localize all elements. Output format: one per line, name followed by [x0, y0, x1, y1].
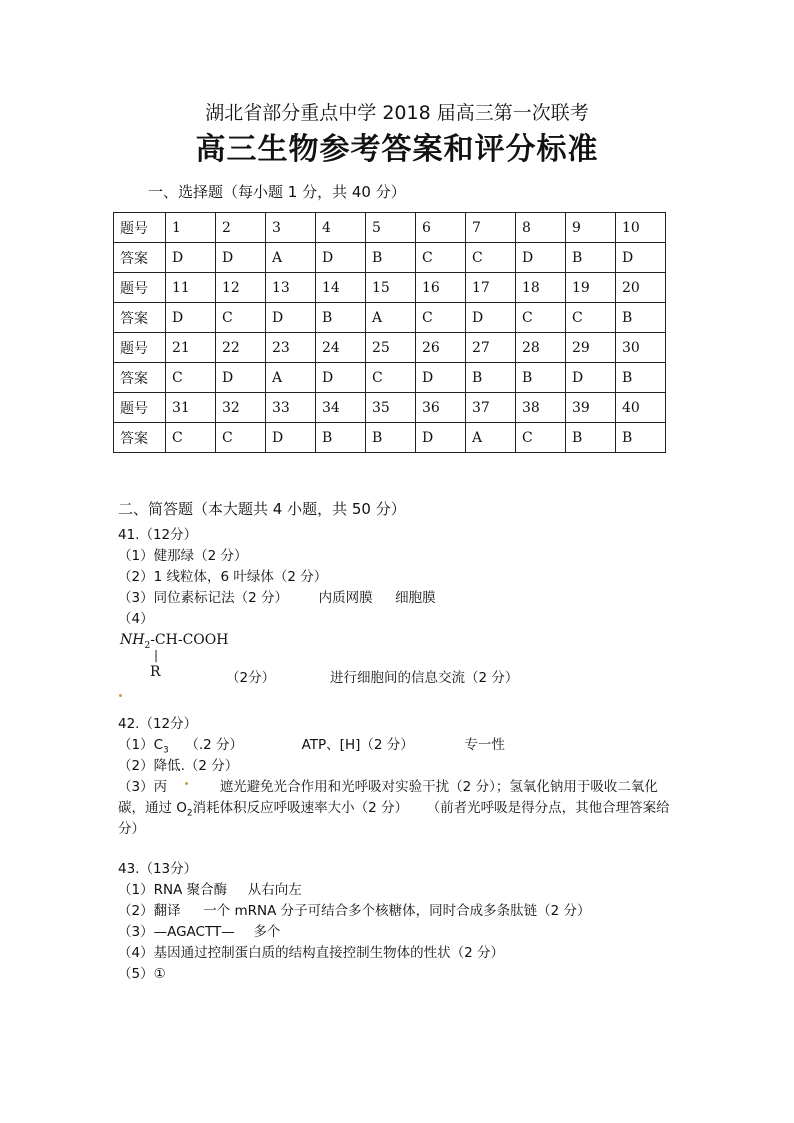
question-number-row [114, 333, 666, 363]
q41-answer-3-method: （3）同位素标记法（2 分） [118, 590, 288, 606]
question-number-cell: 7 [466, 213, 516, 243]
question-number-cell: 6 [416, 213, 466, 243]
question-number-cell: 31 [166, 393, 216, 423]
question-number-row [114, 393, 666, 423]
q42-answer-3-note: （前者光呼吸是得分点，其他合理答案给 [426, 800, 670, 816]
question-number-cell: 29 [566, 333, 616, 363]
q41-answer-4: （4） [118, 611, 154, 627]
q42-answer-1-atp: ATP、[H]（2 分） [301, 737, 414, 753]
answer-cell: B [616, 423, 666, 453]
answer-cell: C [466, 243, 516, 273]
answer-cell: A [266, 363, 316, 393]
answer-cell: B [566, 423, 616, 453]
q42-answer-1-c: （1）C [118, 737, 164, 753]
answer-cell: D [266, 423, 316, 453]
question-number-cell: 16 [416, 273, 466, 303]
q43-answer-3-b: 多个 [253, 924, 281, 940]
question-number-cell: 10 [616, 213, 666, 243]
question-number-cell: 1 [166, 213, 216, 243]
question-number-cell: 40 [616, 393, 666, 423]
answer-cell: D [516, 243, 566, 273]
answer-cell: D [466, 303, 516, 333]
answer-cell: D [416, 363, 466, 393]
question-number-cell: 28 [516, 333, 566, 363]
answer-cell: B [566, 243, 616, 273]
answer-cell: D [166, 303, 216, 333]
question-number-cell: 22 [216, 333, 266, 363]
answer-cell: C [416, 243, 466, 273]
q42-answer-1-sub: 3 [163, 745, 169, 756]
answer-cell: D [166, 243, 216, 273]
question-number-cell: 8 [516, 213, 566, 243]
answer-cell: D [616, 243, 666, 273]
question-number-cell: 32 [216, 393, 266, 423]
answer-cell: C [166, 363, 216, 393]
q43-answer-4: （4）基因通过控制蛋白质的结构直接控制生物体的性状（2 分） [118, 945, 504, 961]
q42-answer-2: （2）降低.（2 分） [118, 758, 239, 774]
question-number-cell: 37 [466, 393, 516, 423]
answer-row-label: 答案 [114, 423, 166, 453]
question-number-cell: 38 [516, 393, 566, 423]
question-number-row-label: 题号 [114, 333, 166, 363]
answer-row [114, 363, 666, 393]
question-number-cell: 30 [616, 333, 666, 363]
question-number-row [114, 213, 666, 243]
amino-acid-formula [120, 632, 228, 651]
answer-cell: C [516, 303, 566, 333]
q41-title: 41.（12分） [118, 527, 198, 543]
q42-answer-3-b: 遮光避免光合作用和光呼吸对实验干扰（2 分）；氢氧化钠用于吸收二氧化 [219, 779, 658, 795]
question-number-cell: 24 [316, 333, 366, 363]
question-number-cell: 27 [466, 333, 516, 363]
answer-cell: C [216, 423, 266, 453]
answer-row [114, 243, 666, 273]
answer-cell: A [266, 243, 316, 273]
answer-cell: D [216, 363, 266, 393]
q41-formula-score: （2分） [226, 670, 276, 686]
answer-cell: D [316, 363, 366, 393]
answer-cell: D [416, 423, 466, 453]
question-number-cell: 4 [316, 213, 366, 243]
question-number-cell: 19 [566, 273, 616, 303]
question-number-cell: 13 [266, 273, 316, 303]
q42-answer-3-cont [118, 796, 670, 819]
question-number-cell: 26 [416, 333, 466, 363]
q42-answer-3-d: 消耗体积反应呼吸速率大小（2 分） [192, 800, 409, 816]
question-number-cell: 15 [366, 273, 416, 303]
q41-answer-3-membrane-b: 细胞膜 [395, 590, 436, 606]
answer-row [114, 303, 666, 333]
question-number-row-label: 题号 [114, 273, 166, 303]
question-number-row-label: 题号 [114, 393, 166, 423]
q43-answer-2 [118, 899, 591, 919]
answer-cell: D [266, 303, 316, 333]
question-number-cell: 12 [216, 273, 266, 303]
question-number-cell: 20 [616, 273, 666, 303]
answer-cell: B [516, 363, 566, 393]
answer-cell: A [466, 423, 516, 453]
q43-answer-3-a: （3）—AGACTT— [118, 924, 235, 940]
answer-cell: C [416, 303, 466, 333]
stray-mark [119, 694, 122, 697]
page-title: 高三生物参考答案和评分标准 [195, 132, 599, 167]
answer-cell: D [216, 243, 266, 273]
q42-answer-1 [118, 733, 505, 756]
question-number-cell: 23 [266, 333, 316, 363]
answer-cell: B [616, 363, 666, 393]
section2-heading: 二、简答题（本大题共 4 小题，共 50 分） [118, 500, 406, 518]
question-number-cell: 34 [316, 393, 366, 423]
question-number-cell: 21 [166, 333, 216, 363]
answer-cell: B [366, 243, 416, 273]
question-number-cell: 11 [166, 273, 216, 303]
q43-title: 43.（13分） [118, 861, 198, 877]
question-number-cell: 36 [416, 393, 466, 423]
answer-cell: C [566, 303, 616, 333]
formula-chain: -CH-COOH [150, 632, 229, 648]
stray-mark [185, 782, 188, 785]
formula-r-group: R [150, 664, 161, 680]
answer-row-label: 答案 [114, 363, 166, 393]
answer-cell: B [466, 363, 516, 393]
q43-answer-3 [118, 920, 280, 940]
answer-table [113, 212, 666, 453]
question-number-row-label: 题号 [114, 213, 166, 243]
answer-row [114, 423, 666, 453]
answer-cell: D [316, 243, 366, 273]
answer-cell: C [366, 363, 416, 393]
question-number-cell: 9 [566, 213, 616, 243]
q42-title: 42.（12分） [118, 716, 198, 732]
q43-answer-2-a: （2）翻译 [118, 903, 181, 919]
q42-answer-3-a: （3）丙 [118, 779, 168, 795]
q41-answer-1: （1）健那绿（2 分） [118, 548, 248, 564]
exam-title: 湖北省部分重点中学 2018 届高三第一次联考 [205, 102, 589, 124]
q43-answer-1-b: 从右向左 [247, 882, 302, 898]
answer-cell: B [316, 303, 366, 333]
answer-cell: B [616, 303, 666, 333]
q42-answer-3 [118, 775, 658, 795]
answer-cell: C [216, 303, 266, 333]
section1-heading: 一、选择题（每小题 1 分，共 40 分） [148, 183, 406, 201]
question-number-cell: 35 [366, 393, 416, 423]
question-number-row [114, 273, 666, 303]
answer-cell: C [166, 423, 216, 453]
q41-answer-3 [118, 586, 436, 606]
q43-answer-5: （5）① [118, 966, 166, 982]
question-number-cell: 2 [216, 213, 266, 243]
q43-answer-1 [118, 878, 302, 898]
q41-answer-3-membrane-a: 内质网膜 [318, 590, 373, 606]
q42-answer-3-c: 碳，通过 O [118, 800, 187, 816]
question-number-cell: 17 [466, 273, 516, 303]
answer-cell: D [566, 363, 616, 393]
answer-row-label: 答案 [114, 303, 166, 333]
answer-cell: B [366, 423, 416, 453]
formula-nh: NH [120, 632, 145, 648]
answer-cell: B [316, 423, 366, 453]
q42-answer-3-sub: 2 [186, 808, 193, 819]
q43-answer-2-b: 一个 mRNA 分子可结合多个核糖体，同时合成多条肽链（2 分） [203, 903, 591, 919]
q41-answer-2: （2）1 线粒体，6 叶绿体（2 分） [118, 569, 328, 585]
q42-answer-1-score: （.2 分） [185, 737, 244, 753]
formula-subscript: 2 [144, 640, 151, 651]
q41-answer-4-function: 进行细胞间的信息交流（2 分） [330, 670, 519, 686]
question-number-cell: 3 [266, 213, 316, 243]
question-number-cell: 39 [566, 393, 616, 423]
q43-answer-1-a: （1）RNA 聚合酶 [118, 882, 228, 898]
question-number-cell: 33 [266, 393, 316, 423]
q42-answer-3-end: 分） [118, 821, 145, 837]
q42-answer-1-specificity: 专一性 [464, 737, 505, 753]
formula-bond: | [154, 648, 159, 662]
question-number-cell: 25 [366, 333, 416, 363]
question-number-cell: 14 [316, 273, 366, 303]
question-number-cell: 5 [366, 213, 416, 243]
answer-cell: C [516, 423, 566, 453]
answer-cell: A [366, 303, 416, 333]
answer-row-label: 答案 [114, 243, 166, 273]
question-number-cell: 18 [516, 273, 566, 303]
